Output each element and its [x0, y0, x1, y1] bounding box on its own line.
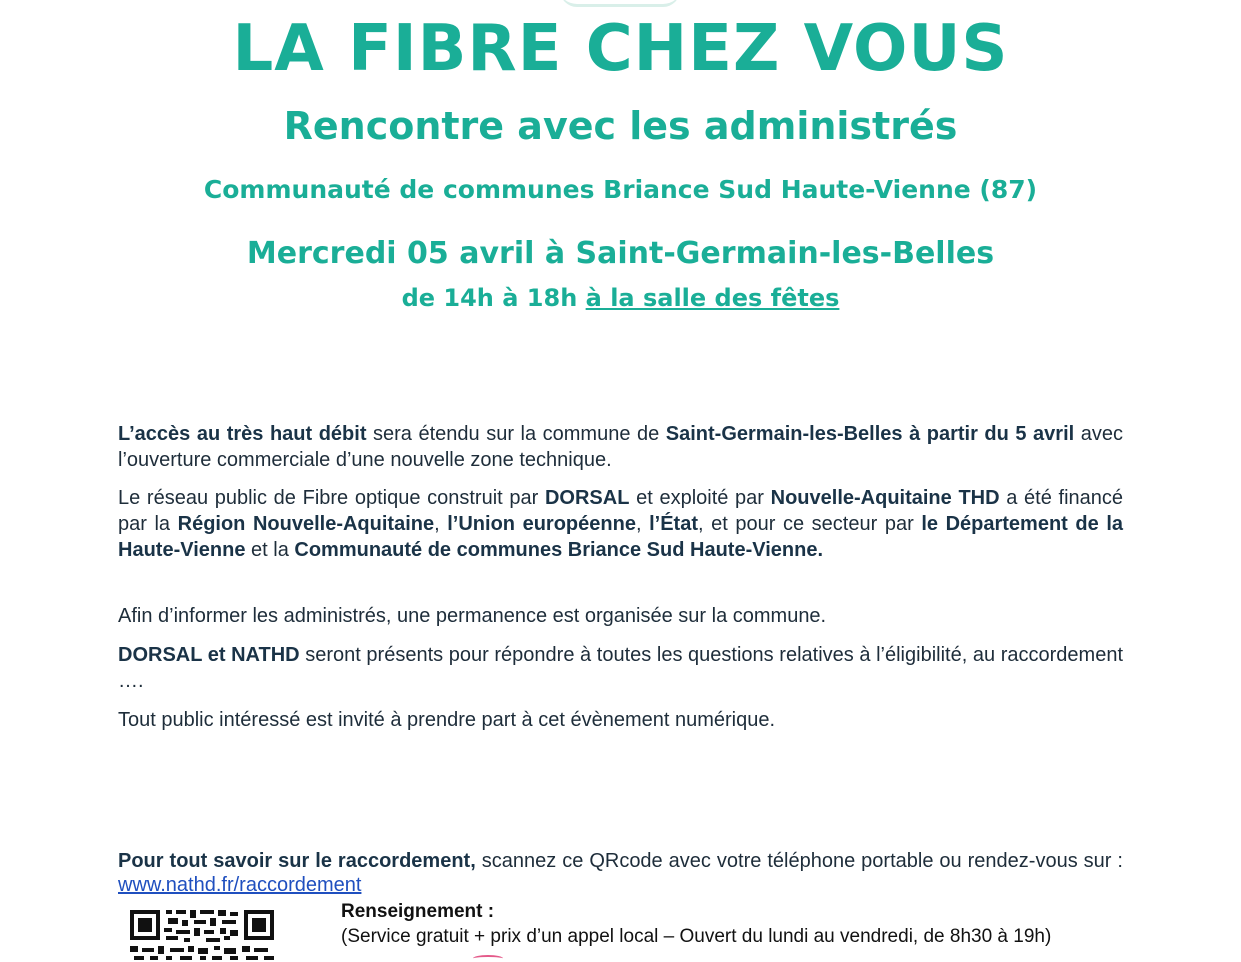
paragraph-raccordement [118, 849, 1123, 897]
event-venue: à la salle des fêtes [585, 284, 840, 312]
event-hours [0, 284, 1241, 312]
decorative-pink-arc [473, 955, 503, 962]
text: seront présents pour répondre à toutes les questions relatives à l’éligibilité, au raccordement …. [118, 644, 1124, 692]
page-subtitle: Rencontre avec les administrés [283, 104, 958, 148]
community-name: Communauté de communes Briance Sud Haute-Vienne (87) [203, 175, 1038, 204]
paragraph-invitation: Tout public intéressé est invité à prendre part à cet évènement numérique. [118, 709, 776, 731]
text: , [434, 513, 448, 535]
bold-text: Communauté de communes Briance Sud Haute-Vienne. [294, 539, 824, 561]
page-title: LA FIBRE CHEZ VOUS [232, 12, 1009, 86]
renseignement-label: Renseignement : [341, 901, 495, 922]
paragraph-inform: Afin d’informer les administrés, une permanence est organisée sur la commune. [118, 605, 827, 627]
bold-text: Nouvelle-Aquitaine THD [770, 487, 1000, 509]
text: sera étendu sur la commune de [366, 423, 666, 445]
event-date: Mercredi 05 avril à Saint-Germain-les-Belles [246, 236, 995, 271]
text: a été financé par la [118, 487, 1124, 535]
text: scannez ce QRcode avec votre téléphone portable ou rendez-vous sur : [475, 850, 1123, 872]
text: Le réseau public de Fibre optique construit par [118, 487, 545, 509]
bold-text: DORSAL [544, 487, 630, 509]
bold-text: Pour tout savoir sur le raccordement, [118, 850, 476, 872]
text: avec l’ouverture commerciale d’une nouvelle zone technique. [118, 423, 1123, 471]
hours-text: de 14h à 18h [401, 284, 586, 312]
bold-text: Saint-Germain-les-Belles à partir du 5 avril [665, 423, 1075, 445]
bold-text: Région Nouvelle-Aquitaine [177, 513, 435, 535]
text: et la [245, 539, 295, 561]
bold-text: DORSAL et NATHD [118, 644, 300, 666]
raccordement-link[interactable]: www.nathd.fr/raccordement [118, 874, 362, 896]
text: , et pour ce secteur par [698, 513, 922, 535]
text: , [635, 513, 650, 535]
bold-text: L’accès au très haut débit [118, 423, 367, 445]
decorative-arc [560, 0, 680, 7]
bold-text: le Département de la Haute-Vienne [118, 513, 1123, 561]
bold-text: l’État [649, 513, 698, 535]
text: et exploité par [629, 487, 771, 509]
qr-code [128, 906, 278, 960]
renseignement-details: (Service gratuit + prix d’un appel local – Ouvert du lundi au vendredi, de 8h30 à 19h) [341, 926, 1052, 947]
bold-text: l’Union européenne [447, 513, 636, 535]
paragraph-network [118, 485, 1123, 563]
paragraph-access [118, 421, 1123, 473]
paragraph-presence [118, 642, 1123, 694]
renseignement-block [341, 899, 1051, 949]
